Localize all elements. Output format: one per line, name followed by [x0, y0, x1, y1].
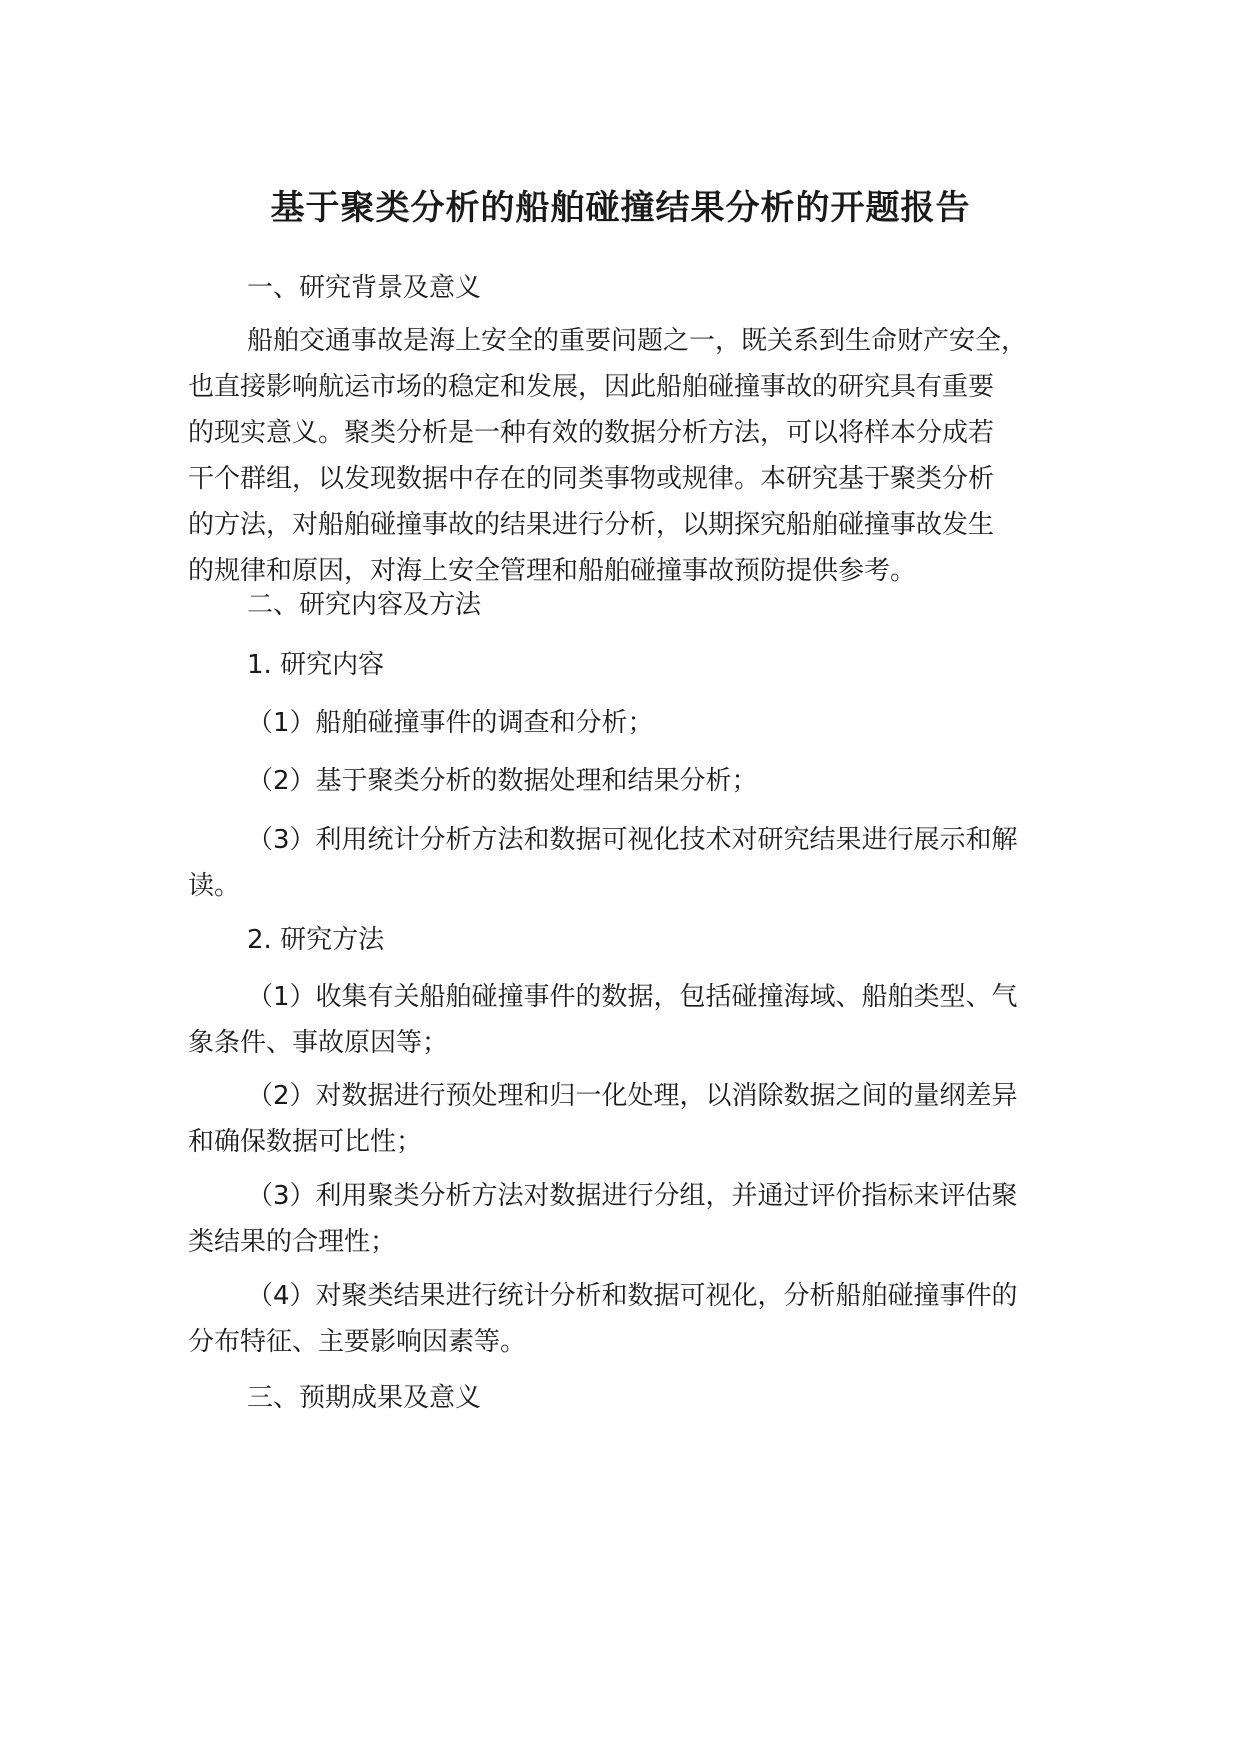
background-paragraph: [188, 318, 1058, 594]
section-heading-background: 一、研究背景及意义: [247, 273, 482, 303]
method-item-3: [188, 1173, 1058, 1265]
item-line: 读。: [188, 871, 241, 901]
subheading-research-methods: 2. 研究方法: [247, 925, 385, 955]
method-item-2: [188, 1073, 1058, 1165]
paragraph-line: 也直接影响航运市场的稳定和发展，因此船舶碰撞事故的研究具有重要: [188, 372, 995, 402]
item-line: 类结果的合理性；: [188, 1227, 397, 1257]
document-title: 基于聚类分析的船舶碰撞结果分析的开题报告: [270, 188, 971, 228]
content-item-1: （1）船舶碰撞事件的调查和分析；: [247, 708, 654, 738]
subheading-research-content: 1. 研究内容: [247, 650, 385, 680]
section-heading-content-methods: 二、研究内容及方法: [247, 590, 482, 620]
item-line: 象条件、事故原因等；: [188, 1028, 449, 1058]
paragraph-line: 船舶交通事故是海上安全的重要问题之一，既关系到生命财产安全，: [247, 326, 1028, 356]
method-item-1: [188, 974, 1058, 1066]
item-line: （2）对数据进行预处理和归一化处理，以消除数据之间的量纲差异: [247, 1081, 1018, 1111]
paragraph-line: 的方法，对船舶碰撞事故的结果进行分析，以期探究船舶碰撞事故发生: [188, 510, 995, 540]
item-line: （4）对聚类结果进行统计分析和数据可视化，分析船舶碰撞事件的: [247, 1281, 1018, 1311]
item-line: 分布特征、主要影响因素等。: [188, 1327, 527, 1357]
paragraph-line: 干个群组，以发现数据中存在的同类事物或规律。本研究基于聚类分析: [188, 464, 995, 494]
item-line: （3）利用聚类分析方法对数据进行分组，并通过评价指标来评估聚: [247, 1181, 1018, 1211]
paragraph-line: 的规律和原因，对海上安全管理和船舶碰撞事故预防提供参考。: [188, 556, 917, 586]
method-item-4: [188, 1273, 1058, 1365]
paragraph-line: 的现实意义。聚类分析是一种有效的数据分析方法，可以将样本分成若: [188, 418, 995, 448]
item-line: （3）利用统计分析方法和数据可视化技术对研究结果进行展示和解: [247, 825, 1018, 855]
item-line: （1）收集有关船舶碰撞事件的数据，包括碰撞海域、船舶类型、气: [247, 982, 1018, 1012]
content-item-3: [188, 817, 1058, 909]
item-line: 和确保数据可比性；: [188, 1127, 423, 1157]
section-heading-expected-results: 三、预期成果及意义: [247, 1383, 482, 1413]
content-item-2: （2）基于聚类分析的数据处理和结果分析；: [247, 766, 758, 796]
